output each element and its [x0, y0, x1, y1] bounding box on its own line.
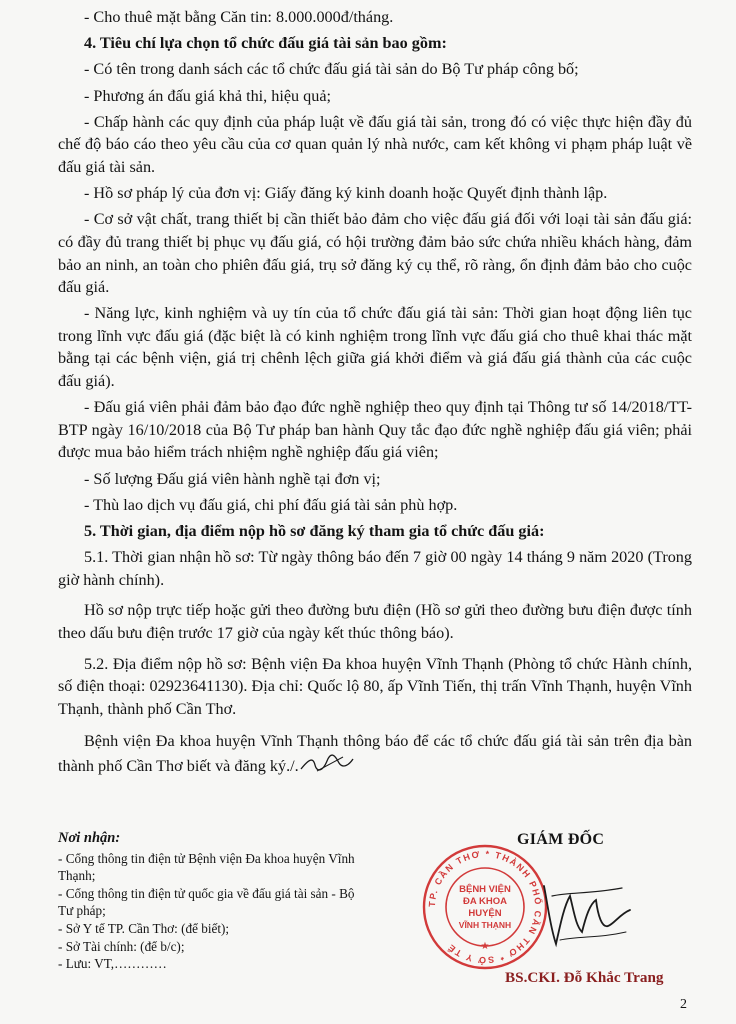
signature-block — [420, 826, 710, 996]
criteria-item: - Chấp hành các quy định của pháp luật về đấu giá tài sản, trong đó có việc thực hiện đầy đủ chế độ báo cáo theo yêu cầu của cơ quan quản lý nhà nước, cam kết không vi phạm pháp luật về đấu giá tài sản. — [58, 112, 692, 176]
criteria-item: - Đấu giá viên phải đảm bảo đạo đức nghề nghiệp theo quy định tại Thông tư số 14/2018/TT-BTP ngày 16/10/2018 của Bộ Tư pháp ban hành Quy tắc đạo đức nghề nghiệp đấu giá viên; phải được mua bảo hiểm trách nhiệm nghề nghiệp đấu giá viên; — [58, 398, 692, 462]
stamp-line: BỆNH VIỆN — [459, 884, 511, 895]
signer-name: BS.CKI. Đỗ Khắc Trang — [505, 969, 664, 986]
recipient-item: - Cổng thông tin điện tử Bệnh viện Đa khoa huyện Vĩnh Thạnh; — [58, 850, 355, 884]
section-4-heading: 4. Tiêu chí lựa chọn tổ chức đấu giá tài sản bao gồm: — [84, 34, 447, 53]
stamp-line: ĐA KHOA — [463, 896, 507, 907]
director-signature-icon — [530, 866, 640, 956]
svg-text:★: ★ — [480, 941, 490, 952]
criteria-item: - Thù lao dịch vụ đấu giá, chi phí đấu giá tài sản phù hợp. — [84, 495, 458, 514]
closing-text: Bệnh viện Đa khoa huyện Vĩnh Thạnh thông báo để các tổ chức đấu giá tài sản trên địa bàn thành phố Cần Thơ biết và đăng ký./. — [58, 732, 692, 775]
stamp-line: HUYỆN — [468, 908, 502, 919]
recipient-item: - Sở Y tế TP. Cần Thơ: (để biết); — [58, 920, 230, 936]
criteria-item: - Năng lực, kinh nghiệm và uy tín của tổ chức đấu giá tài sản: Thời gian hoạt động liên tục trong lĩnh vực đấu giá (đặc biệt là có kinh nghiệm trong lĩnh vực đấu giá cho thuê khai thác mặt bằng tại các bệnh viện, giá trị chênh lệch giữa giá khởi điểm và giá đấu giá thành của các cuộc đấu giá). — [58, 304, 692, 391]
recipient-item: - Lưu: VT,………… — [58, 956, 167, 972]
recipients-title: Nơi nhận: — [58, 830, 121, 846]
stamp-ring-text: TP. CẦN THƠ * THÀNH PHỐ CẦN THƠ * SỞ Y TẾ — [426, 848, 544, 966]
submission-time: 5.1. Thời gian nhận hồ sơ: Từ ngày thông báo đến 7 giờ 00 ngày 14 tháng 9 năm 2020 (Trong giờ hành chính). — [58, 548, 692, 589]
criteria-item: - Phương án đấu giá khả thi, hiệu quả; — [84, 86, 332, 105]
rent-line: - Cho thuê mặt bằng Căn tin: 8.000.000đ/tháng. — [84, 8, 394, 26]
criteria-item: - Số lượng Đấu giá viên hành nghề tại đơn vị; — [84, 469, 381, 488]
recipient-item: - Sở Tài chính: (để b/c); — [58, 938, 185, 954]
closing-paragraph — [58, 730, 692, 777]
criteria-item: - Cơ sở vật chất, trang thiết bị cần thiết bảo đảm cho việc đấu giá đối với loại tài sản đấu giá: có đầy đủ trang thiết bị phục vụ đấu giá, có hội trường đảm bảo sức chứa nhiều khách hàng, đảm bảo an ninh, an toàn cho phiên đấu giá, trụ sở đăng ký cụ thể, rõ ràng, ổn định đảm bảo cho cuộc đấu giá. — [58, 210, 692, 297]
criteria-item: - Hồ sơ pháp lý của đơn vị: Giấy đăng ký kinh doanh hoặc Quyết định thành lập. — [84, 184, 608, 203]
stamp-line: VĨNH THẠNH — [458, 920, 512, 930]
director-title: GIÁM ĐỐC — [517, 831, 605, 848]
submission-note: Hồ sơ nộp trực tiếp hoặc gửi theo đường bưu điện (Hồ sơ gửi theo đường bưu điện được tính theo dấu bưu điện trước 17 giờ của ngày kết thúc thông báo). — [58, 601, 692, 642]
recipients-block — [58, 830, 358, 973]
initial-signature-icon — [299, 753, 355, 775]
document-body — [58, 6, 692, 781]
criteria-item: - Có tên trong danh sách các tổ chức đấu giá tài sản do Bộ Tư pháp công bố; — [84, 60, 579, 79]
recipient-item: - Cổng thông tin điện tử quốc gia về đấu giá tài sản - Bộ Tư pháp; — [58, 885, 355, 919]
section-5-heading: 5. Thời gian, địa điểm nộp hồ sơ đăng ký tham gia tổ chức đấu giá: — [84, 522, 545, 540]
page-number: 2 — [680, 997, 687, 1012]
submission-location: 5.2. Địa điểm nộp hồ sơ: Bệnh viện Đa khoa huyện Vĩnh Thạnh (Phòng tổ chức Hành chính, số điện thoại: 02923641130). Địa chỉ: Quốc lộ 80, ấp Vĩnh Tiến, thị trấn Vĩnh Thạnh, huyện Vĩnh Thạnh, thành phố Cần Thơ. — [58, 654, 692, 718]
